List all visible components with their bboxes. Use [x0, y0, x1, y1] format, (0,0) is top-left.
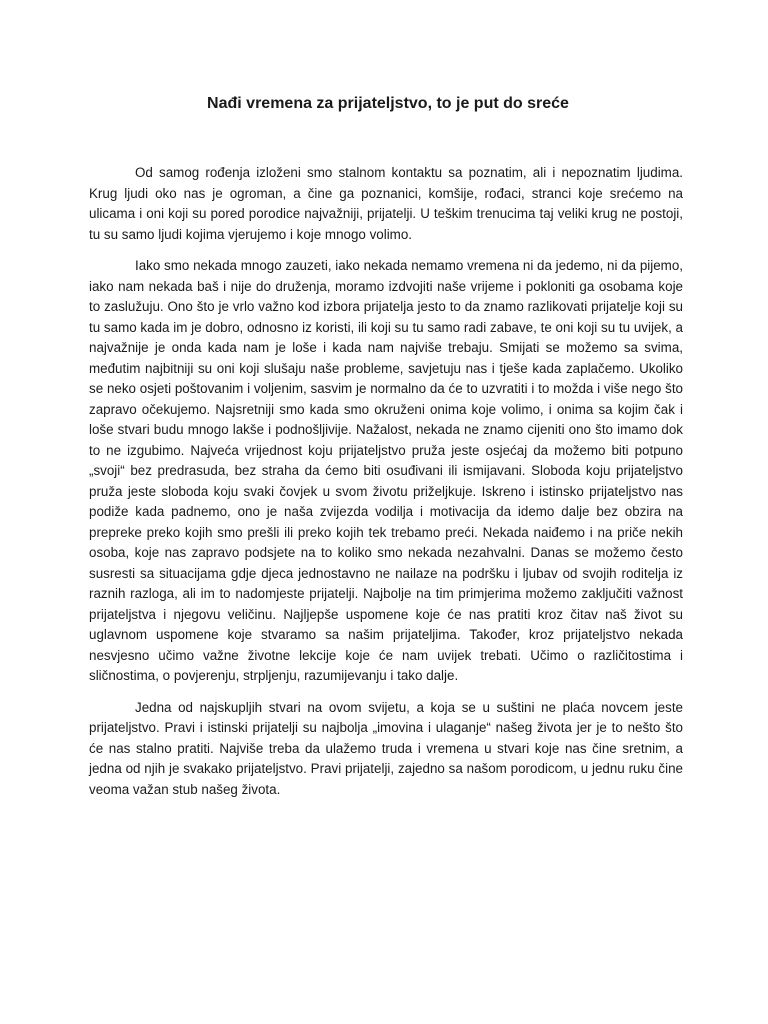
document-title: Nađi vremena za prijateljstvo, to je put do sreće — [207, 95, 569, 112]
paragraph-2: Iako smo nekada mnogo zauzeti, iako nekada nemamo vremena ni da jedemo, ni da pijemo, iako nam nekada baš i nije do druženja, moramo izdvojiti naše vrijeme i pokloniti ga osobama koje to zaslužuju. Ono što je vrlo važno kod izbora prijatelja jesto to da znamo razlikovati prijatelje koji su tu samo kada im je dobro, odnosno iz koristi, ili koji su tu samo radi zabave, te oni koji su tu uvijek, a najvažnije je onda kada nam je loše i kada nam najviše trebaju. Smijati se možemo sa svima, međutim najbitniji su oni koji slušaju naše probleme, savjetuju nas i tješe kada zaplačemo. Ukoliko se neko osjeti poštovanim i voljenim, sasvim je normalno da će to uzvratiti i to možda i više nego što zapravo očekujemo. Najsretniji smo kada smo okruženi onima koje volimo, i onima sa kojim čak i loše stvari budu mnogo lakše i podnošljivije. Nažalost, nekada ne znamo cijeniti ono što imamo dok to ne izgubimo. Najveća vrijednost koju prijateljstvo pruža jeste osjećaj da možemo biti potpuno „svoji“ bez predrasuda, bez straha da ćemo biti osuđivani ili ismijavani. Sloboda koju prijateljstvo pruža jeste sloboda koju svaki čovjek u svom životu priželjkuje. Iskreno i istinsko prijateljstvo nas podiže kada padnemo, ono je naša zvijezda vodilja i motivacija da idemo dalje bez obzira na prepreke preko kojih smo prešli ili preko kojih tek trebamo preći. Nekada naiđemo i na priče nekih osoba, koje nas zapravo podsjete na to koliko smo nekada nezahvalni. Danas se možemo često susresti sa situacijama gdje djeca jednostavno ne nailaze na podršku i ljubav od svojih roditelja iz raznih razloga, ali im to nadomjeste prijatelji. Najbolje na tim primjerima možemo zaključiti važnost prijateljstva i njegovu veličinu. Najljepše uspomene koje će nas pratiti kroz čitav naš život su uglavnom uspomene koje stvaramo sa našim prijateljima. Također, kroz prijateljstvo nekada nesvjesno učimo važne životne lekcije koje će nam uvijek trebati. Učimo o različitostima i sličnostima, o povjerenju, strpljenju, razumijevanju i tako dalje. — [89, 258, 683, 683]
paragraph-1: Od samog rođenja izloženi smo stalnom kontaktu sa poznatim, ali i nepoznatim ljudima. Krug ljudi oko nas je ogroman, a čine ga poznanici, komšije, rođaci, stranci koje srećemo na ulicama i oni koji su pored porodice najvažniji, prijatelji. U teškim trenucima taj veliki krug ne postoji, tu su samo ljudi kojima vjerujemo i koje mnogo volimo. — [89, 165, 683, 242]
document-page — [89, 93, 683, 811]
document-body — [89, 163, 683, 800]
paragraph-3: Jedna od najskupljih stvari na ovom svijetu, a koja se u suštini ne plaća novcem jeste prijateljstvo. Pravi i istinski prijatelji su najbolja „imovina i ulaganje“ našeg života jer je to nešto što će nas stalno pratiti. Najviše treba da ulažemo truda i vremena u stvari koje nas čine sretnim, a jedna od njih je svakako prijateljstvo. Pravi prijatelji, zajedno sa našom porodicom, u jednu ruku čine veoma važan stub našeg života. — [89, 699, 683, 797]
